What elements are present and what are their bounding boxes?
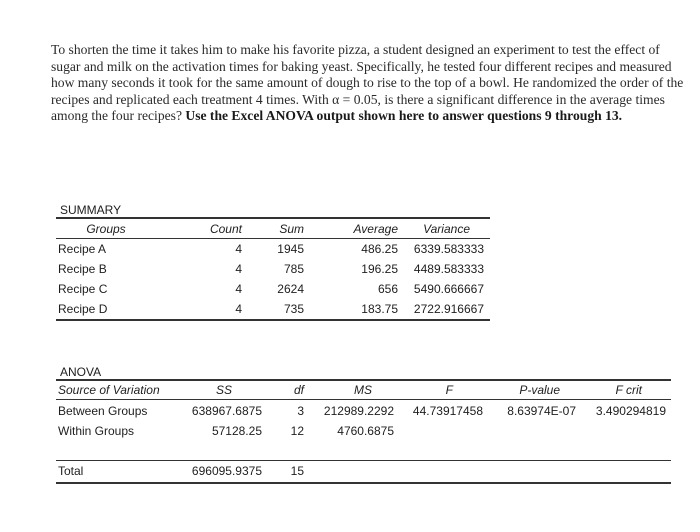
summary-header-average: Average	[353, 222, 398, 236]
anova-header-pvalue: P-value	[519, 383, 560, 397]
summary-row-average: 183.75	[361, 302, 398, 316]
summary-row-variance: 2722.916667	[413, 302, 484, 316]
summary-header-rule	[56, 238, 490, 239]
anova-within-ms: 4760.6875	[337, 424, 394, 438]
summary-bottom-rule	[56, 319, 490, 321]
summary-row-sum: 2624	[277, 282, 304, 296]
anova-within-label: Within Groups	[58, 424, 135, 438]
summary-row-group: Recipe D	[58, 302, 108, 316]
anova-within-ss: 57128.25	[211, 424, 262, 438]
anova-header-ms: MS	[354, 383, 372, 397]
summary-row-average: 656	[377, 282, 398, 296]
anova-between-fcrit: 3.490294819	[595, 404, 666, 418]
summary-row-group: Recipe A	[58, 242, 107, 256]
anova-header-fcrit: F crit	[615, 383, 642, 397]
anova-between-ss: 638967.6875	[191, 404, 262, 418]
anova-header-df: df	[293, 383, 304, 397]
summary-row-variance: 6339.583333	[413, 242, 484, 256]
anova-header-source: Source of Variation	[58, 383, 160, 397]
anova-top-rule	[56, 379, 671, 381]
anova-bottom-rule	[56, 482, 671, 484]
anova-header-rule	[56, 399, 671, 400]
summary-row-variance: 4489.583333	[413, 262, 484, 276]
summary-row-group: Recipe C	[58, 282, 108, 296]
anova-between-label: Between Groups	[58, 404, 148, 418]
problem-text: To shorten the time it takes him to make his favorite pizza, a student designed an experiment to test the effect of sugar and milk on the activation times for baking yeast. Specifically, he tested four different recipes and measured how many seconds it took for the same amount of dough to rise to the top of a bowl. He randomized the order of the recipes and replicated each treatment 4 times. With α = 0.05, is there a significant difference in the average times among the four recipes?	[51, 42, 684, 124]
summary-row-count: 4	[235, 242, 242, 256]
summary-row-group: Recipe B	[58, 262, 107, 276]
problem-statement	[51, 42, 687, 125]
summary-row-count: 4	[235, 262, 242, 276]
problem-instruction: Use the Excel ANOVA output shown here to answer questions 9 through 13.	[185, 108, 623, 124]
summary-top-rule	[56, 217, 490, 219]
anova-between-f: 44.73917458	[412, 404, 483, 418]
anova-between-df: 3	[297, 404, 304, 418]
summary-row-sum: 785	[283, 262, 304, 276]
summary-header-count: Count	[209, 222, 242, 236]
summary-title: SUMMARY	[60, 203, 122, 217]
anova-within-df: 12	[290, 424, 304, 438]
summary-header-groups: Groups	[86, 222, 126, 236]
summary-row-average: 196.25	[361, 262, 398, 276]
summary-row-sum: 1945	[277, 242, 304, 256]
anova-between-ms: 212989.2292	[323, 404, 394, 418]
anova-header-ss: SS	[215, 383, 232, 397]
summary-row-variance: 5490.666667	[413, 282, 484, 296]
anova-total-label: Total	[58, 464, 84, 478]
anova-between-pvalue: 8.63974E-07	[507, 404, 576, 418]
summary-row-count: 4	[235, 282, 242, 296]
summary-row-sum: 735	[283, 302, 304, 316]
summary-header-variance: Variance	[423, 222, 470, 236]
anova-total-df: 15	[290, 464, 304, 478]
anova-title: ANOVA	[60, 365, 102, 379]
summary-row-average: 486.25	[361, 242, 398, 256]
anova-header-f: F	[445, 383, 453, 397]
anova-total-ss: 696095.9375	[191, 464, 262, 478]
summary-header-sum: Sum	[279, 222, 304, 236]
summary-row-count: 4	[235, 302, 242, 316]
anova-total-rule	[56, 460, 671, 461]
